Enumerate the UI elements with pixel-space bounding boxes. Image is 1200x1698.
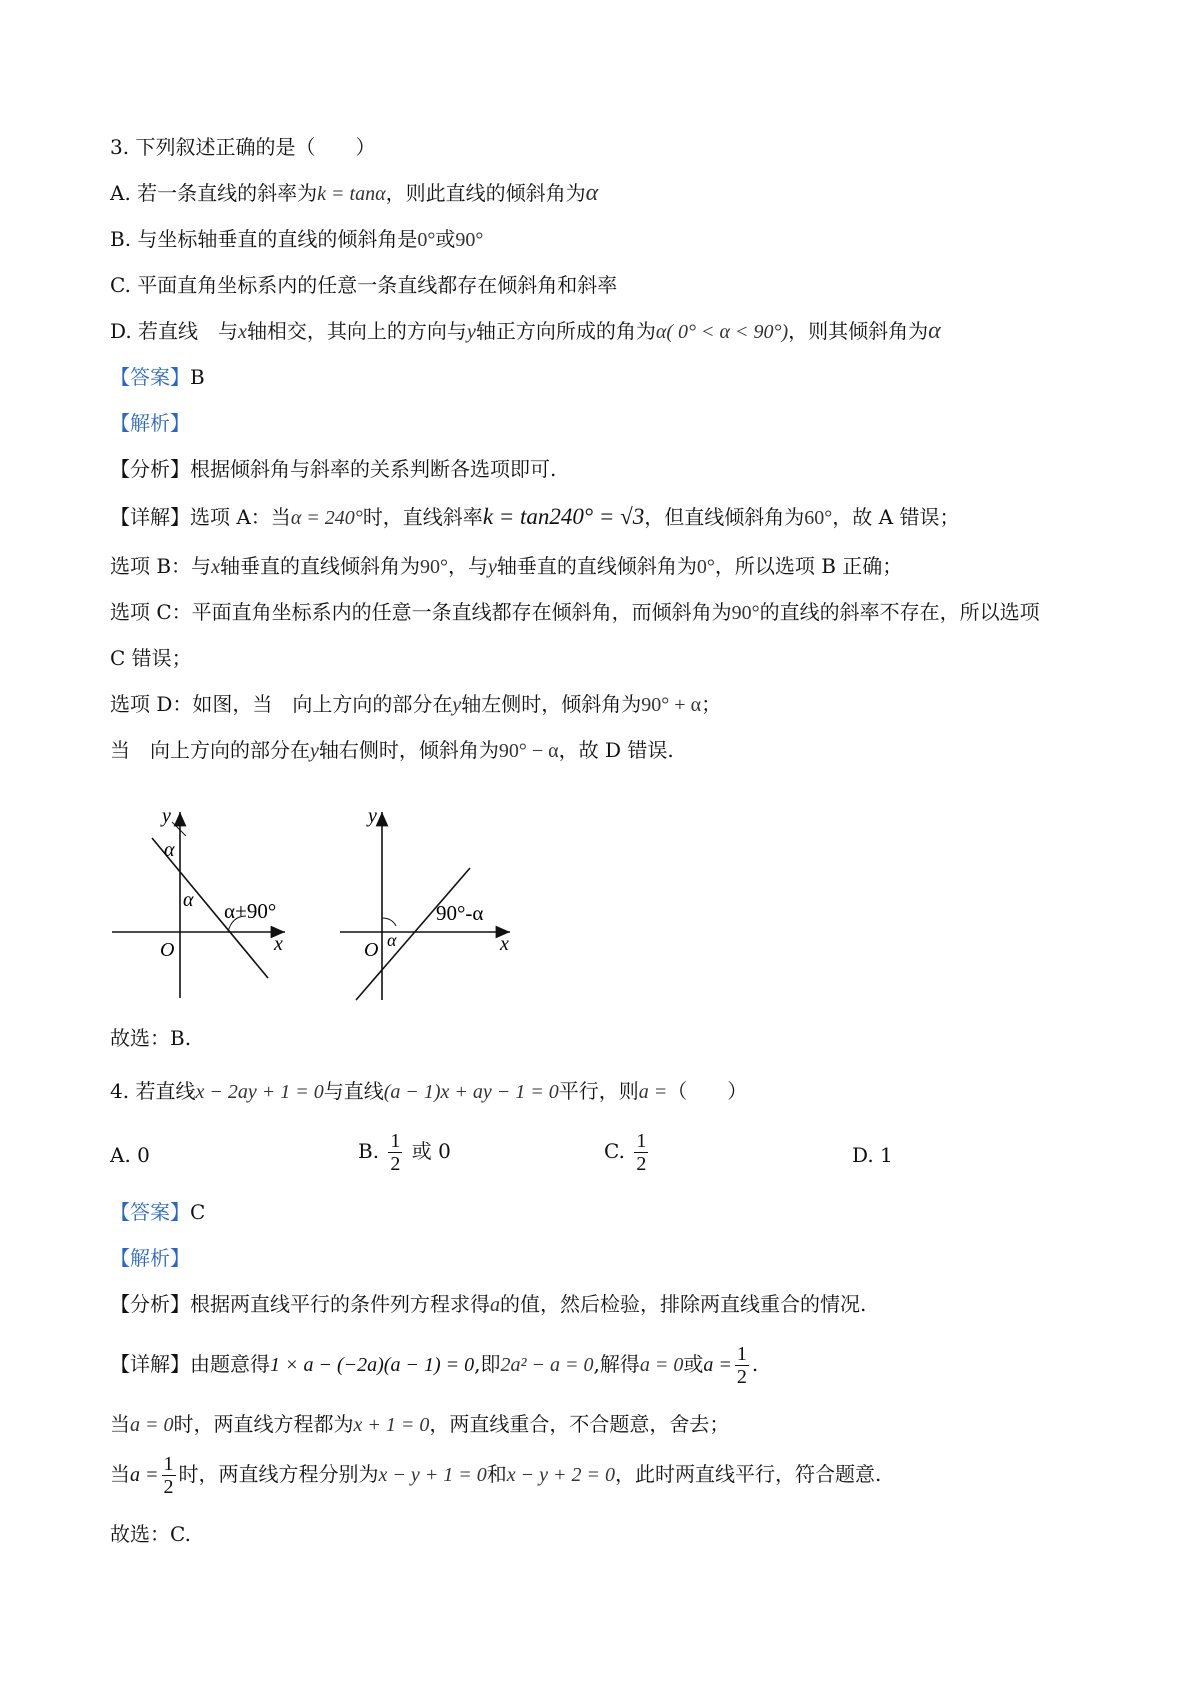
q4-option-c: C. $\frac{1}{2}$ [604, 1130, 647, 1175]
alpha-label: α [387, 930, 397, 950]
q4-detail: 【详解】由题意得1 × a − (−2a)(a − 1) = 0,即2a² − a = 0,解得a = 0或a = $\frac{1}{2}$ . [110, 1343, 759, 1388]
q3-detail: 【详解】选项 A：当α = 240°时，直线斜率k = tan240° = √3，但直线倾斜角为60°，故 A 错误； [110, 504, 960, 529]
math: α [585, 180, 599, 206]
alpha-label: α [183, 889, 194, 911]
math: 90° + α [641, 694, 702, 716]
answer-tag: 【答案】 [110, 365, 190, 389]
math: a [490, 1294, 500, 1316]
fraction: $\frac{1}{2}$ [636, 1130, 647, 1175]
fraction: $\frac{1}{2}$ [163, 1453, 174, 1498]
math: y [487, 556, 497, 578]
q3-option-c: C. 平面直角坐标系内的任意一条直线都存在倾斜角和斜率 [110, 273, 618, 297]
figure-left [112, 805, 285, 998]
math: a = [703, 1354, 732, 1376]
q3-detail-d2: 当 向上方向的部分在y轴右侧时，倾斜角为90° − α，故 D 错误. [110, 738, 674, 762]
math: 0° [696, 556, 715, 578]
x-label: x [500, 933, 509, 955]
math: k = tanα [317, 183, 386, 205]
math: x [238, 321, 247, 343]
math: (a − 1)x + ay − 1 = 0 [383, 1081, 559, 1103]
math: y [310, 740, 319, 762]
angle-arc [172, 822, 186, 836]
x-label: x [274, 933, 283, 955]
q4-option-a: A. 0 [110, 1143, 150, 1167]
q3-detail-c-line2: C 错误； [110, 646, 192, 670]
q3-option-a: A. 若一条直线的斜率为k = tanα，则此直线的倾斜角为α [110, 180, 599, 206]
answer-tag: 【答案】 [110, 1200, 190, 1224]
math: 90° − α [498, 740, 559, 762]
y-label: y [162, 805, 171, 827]
math: 90° [419, 556, 448, 578]
math: a = [130, 1464, 159, 1486]
q3-answer: 【答案】B [110, 365, 205, 389]
math: α = 240° [290, 507, 363, 529]
angle-arc [382, 918, 396, 926]
q3-option-b: B. 与坐标轴垂直的直线的倾斜角是0°或90° [110, 227, 484, 251]
analysis-tag: 【解析】 [110, 411, 190, 435]
q4-option-b: B. $\frac{1}{2}$ 或 0 [358, 1130, 451, 1175]
math: x [211, 556, 220, 578]
alpha-label: α [164, 839, 175, 861]
figure-right [340, 805, 510, 1000]
math: 2a² − a = 0 [500, 1354, 594, 1376]
q4-analysis [110, 1243, 190, 1273]
math: α [928, 318, 941, 344]
q3-conclusion: 故选：B. [110, 1026, 192, 1050]
q4-conclusion: 故选：C. [110, 1522, 191, 1546]
math: y [466, 321, 476, 343]
math: 1 × a − (−2a)(a − 1) = 0 [270, 1354, 475, 1376]
analysis-tag: 【解析】 [110, 1246, 190, 1270]
q3-fenxi: 【分析】根据倾斜角与斜率的关系判断各选项即可. [110, 457, 557, 481]
math: x − 2ay + 1 = 0 [195, 1081, 324, 1103]
fraction: $\frac{1}{2}$ [736, 1343, 747, 1388]
math: a = 0 [130, 1414, 174, 1436]
q4-answer: 【答案】C [110, 1200, 206, 1224]
q4-case-1: 当a = 0时，两直线方程都为x + 1 = 0，两直线重合，不合题意，舍去； [110, 1412, 730, 1436]
math: x + 1 = 0 [353, 1414, 430, 1436]
q4-stem: 4. 若直线x − 2ay + 1 = 0与直线(a − 1)x + ay − 1 = 0平行，则a =（ ） [110, 1079, 748, 1103]
math: 60° [804, 507, 833, 529]
q4-option-d: D. 1 [852, 1143, 893, 1167]
y-label: y [368, 805, 377, 827]
angle-label: 90°-α [436, 901, 484, 925]
angle-label: α+90° [224, 899, 277, 923]
q3-option-d: D. 若直线 与x轴相交，其向上的方向与y轴正方向所成的角为α( 0° < α < 90°)，则其倾斜角为α [110, 318, 941, 344]
q3-detail-c: 选项 C：平面直角坐标系内的任意一条直线都存在倾斜角，而倾斜角为90°的直线的斜率不存在，所以选项 [110, 600, 1040, 624]
q4-case-2: 当a = $\frac{1}{2}$ 时，两直线方程分别为x − y + 1 = 0和x − y + 2 = 0，此时两直线平行，符合题意. [110, 1453, 882, 1498]
math: x − y + 2 = 0 [506, 1464, 615, 1486]
origin-label: O [364, 939, 379, 961]
math: k = tan240° = √3 [482, 504, 645, 529]
math: a = 0 [639, 1354, 684, 1376]
math: 90° [455, 229, 484, 251]
math: 0° [417, 229, 436, 251]
math: α( 0° < α < 90°) [655, 321, 789, 343]
origin-label: O [160, 939, 175, 961]
q4-fenxi: 【分析】根据两直线平行的条件列方程求得a的值，然后检验，排除两直线重合的情况. [110, 1292, 867, 1316]
math: x − y + 1 = 0 [378, 1464, 487, 1486]
q3-stem: 3. 下列叙述正确的是（ ） [110, 135, 376, 159]
fraction: $\frac{1}{2}$ [390, 1130, 401, 1175]
math: a = [638, 1081, 668, 1103]
math: 90° [731, 602, 760, 624]
math: y [452, 694, 462, 716]
q3-detail-b: 选项 B：与x轴垂直的直线倾斜角为90°，与y轴垂直的直线倾斜角为0°，所以选项 B 正确； [110, 554, 903, 578]
q3-detail-d1: 选项 D：如图，当 向上方向的部分在y轴左侧时，倾斜角为90° + α； [110, 692, 722, 716]
line-l [356, 868, 470, 1000]
